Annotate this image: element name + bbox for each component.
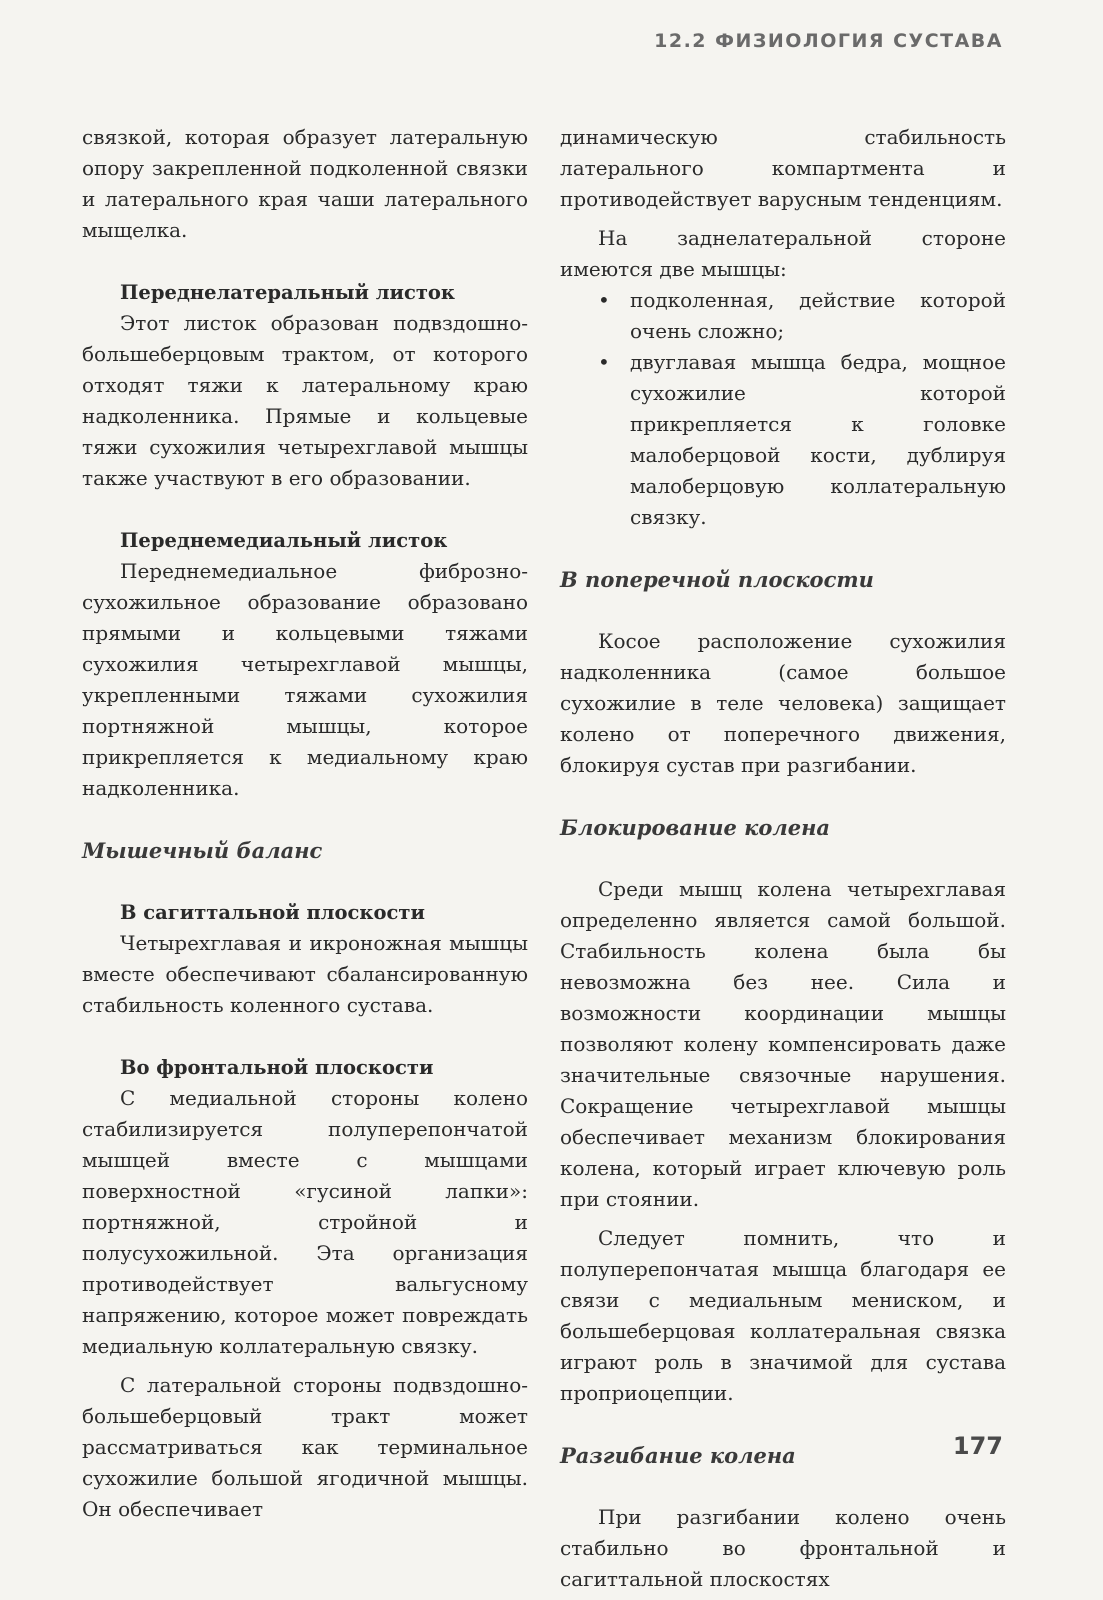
right-column — [560, 122, 1006, 1595]
paragraph: При разгибании колено очень стабильно во фронтальной и сагиттальной плоскостях — [560, 1505, 1006, 1591]
section-heading-locking: Блокирование колена — [560, 815, 831, 840]
bullet-list — [560, 285, 1006, 533]
section-heading-transverse: В поперечной плоскости — [560, 567, 874, 592]
paragraph: Косое расположение сухожилия надколенника (самое большое сухожилие в теле человека) защищает колено от поперечного движения, блокируя сустав при разгибании. — [560, 629, 1006, 777]
subheading-sagittal: В сагиттальной плоскости — [120, 901, 425, 924]
subheading-anterolateral: Переднелатеральный листок — [120, 281, 455, 304]
left-column — [82, 122, 528, 1525]
paragraph: Этот листок образован подвздошно-большеберцовым трактом, от которого отходят тяжи к латеральному краю надколенника. Прямые и кольцевые тяжи сухожилия четырехглавой мышцы также участвуют в его образовании. — [82, 311, 528, 490]
paragraph: С латеральной стороны подвздошно-большеберцовый тракт может рассматриваться как терминальное сухожилие большой ягодичной мышцы. Он обеспечивает — [82, 1373, 528, 1521]
subheading-frontal: Во фронтальной плоскости — [120, 1056, 434, 1079]
paragraph: связкой, которая образует латеральную опору закрепленной подколенной связки и латерального края чаши латерального мыщелка. — [82, 125, 528, 242]
paragraph: Следует помнить, что и полуперепончатая мышца благодаря ее связи с медиальным мениском, и большеберцовая коллатеральная связка играют роль в значимой для сустава проприоцепции. — [560, 1226, 1006, 1405]
paragraph: динамическую стабильность латерального компартмента и противодействует варусным тенденциям. — [560, 125, 1006, 211]
section-heading-muscle-balance: Мышечный баланс — [82, 838, 323, 863]
bullet-icon: • — [598, 288, 610, 312]
paragraph: Среди мышц колена четырехглавая определенно является самой большой. Стабильность колена была бы невозможна без нее. Сила и возможности координации мышцы позволяют колену компенсировать даже значительные связочные нарушения. Сокращение четырехглавой мышцы обеспечивает механизм блокирования колена, который играет ключевую роль при стоянии. — [560, 877, 1006, 1211]
list-item: • двуглавая мышца бедра, мощное сухожилие которой прикрепляется к головке малоберцовой кости, дублируя малоберцовую коллатеральную связку. — [594, 347, 1006, 533]
paragraph: Четырехглавая и икроножная мышцы вместе обеспечивают сбалансированную стабильность коленного сустава. — [82, 931, 528, 1017]
paragraph: На заднелатеральной стороне имеются две мышцы: — [560, 226, 1006, 281]
paragraph: С медиальной стороны колено стабилизируется полуперепончатой мышцей вместе с мышцами поверхностной «гусиной лапки»: портняжной, стройной и полусухожильной. Эта организация противодействует вальгусному напряжению, которое может повреждать медиальную коллатеральную связку. — [82, 1086, 528, 1358]
page-number: 177 — [952, 1432, 1003, 1460]
list-item: • подколенная, действие которой очень сложно; — [594, 285, 1006, 347]
paragraph: Переднемедиальное фиброзно-сухожильное образование образовано прямыми и кольцевыми тяжами сухожилия четырехглавой мышцы, укрепленными тяжами сухожилия портняжной мышцы, которое прикрепляется к медиальному краю надколенника. — [82, 559, 528, 800]
subheading-anteromedial: Переднемедиальный листок — [120, 529, 448, 552]
bullet-icon: • — [598, 350, 610, 374]
running-header: 12.2 ФИЗИОЛОГИЯ СУСТАВА — [654, 30, 1003, 52]
section-heading-extension: Разгибание колена — [560, 1443, 796, 1468]
